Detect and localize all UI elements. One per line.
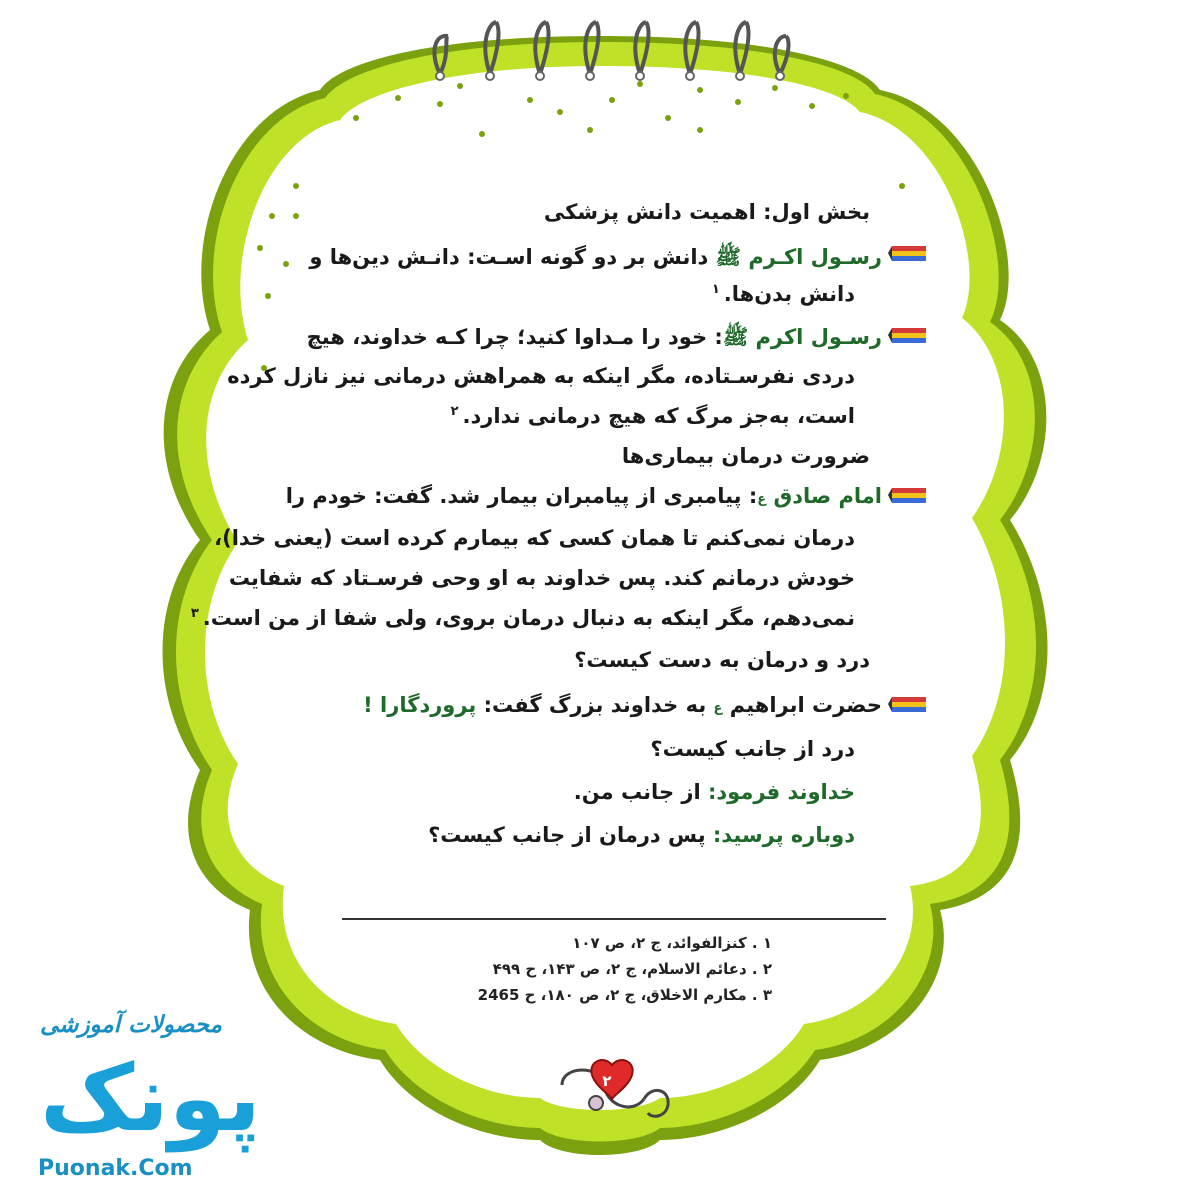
paragraph-3-line-1 <box>286 484 882 508</box>
footnote-ref-1: ۱ <box>711 282 720 297</box>
speaker-rasul-1: رسـول اکـرم <box>748 245 882 269</box>
paragraph-1-line-1 <box>309 244 882 275</box>
paragraph-3-line-4 <box>191 606 855 630</box>
footnote-ref-2: ۲ <box>450 404 459 419</box>
speaker-rasul-2: رسـول اکرم <box>755 325 882 349</box>
paragraph-3-text-2: درمان نمی‌کنم تا همان کسی که بیمارم کرده است (یعنی خدا)، <box>214 526 855 550</box>
paragraph-3-text-3: خودش درمانم کند. پس خداوند به او وحی فرسـتاد که شفایت <box>228 566 855 590</box>
paragraph-2-text-2: دردی نفرسـتاده، مگر اینکه به همراهش درمانی نیز نازل کرده <box>227 364 855 388</box>
footnote-2: ۲ . دعائم الاسلام، ج ۲، ص ۱۴۳، ح ۴۹۹ <box>492 960 772 978</box>
paragraph-4-lord: پروردگارا ! <box>363 693 477 717</box>
footnote-3: ۳ . مکارم الاخلاق، ج ۲، ص ۱۸۰، ح 2465 <box>477 986 772 1004</box>
pencil-icon <box>888 325 930 347</box>
paragraph-2-line-3 <box>451 404 855 428</box>
footnote-divider <box>342 918 886 920</box>
paragraph-3-text-4: نمی‌دهم، مگر اینکه به دنبال درمان بروی، ولی شفا از من است. <box>202 606 855 630</box>
speaker-ibrahim: حضرت ابراهیم <box>729 693 882 717</box>
paragraph-2-line-2 <box>227 364 855 388</box>
honorific-2: ﷺ <box>722 325 749 349</box>
footnote-1: ۱ . کنزالفوائد، ج ۲، ص ۱۰۷ <box>572 934 772 952</box>
paragraph-3-text-1: : پیامبری از پیامبران بیمار شد. گفت: خودم را <box>285 484 758 508</box>
q2-text: پس درمان از جانب کیست؟ <box>428 823 706 847</box>
answer-text: از جانب من. <box>573 780 701 804</box>
paragraph-4-line-1 <box>363 693 882 717</box>
paragraph-1-text-2: دانش بدن‌ها. <box>723 282 855 306</box>
logo-tagline: محصولات آموزشی <box>40 1012 222 1038</box>
paragraph-4-answer <box>574 780 855 804</box>
stethoscope-heart-icon <box>552 1055 682 1125</box>
paragraph-1-text-1: دانش بر دو گونه اسـت: دانـش دین‌ها و <box>309 245 709 269</box>
pencil-icon <box>888 485 930 507</box>
paragraph-2-line-1 <box>307 324 882 355</box>
subheading-necessity: ضرورت درمان بیماری‌ها <box>621 444 870 468</box>
q2-speaker: دوباره پرسید: <box>712 823 855 847</box>
paragraph-2-text-3: است، به‌جز مرگ که هیچ درمانی ندارد. <box>462 404 855 428</box>
paragraph-4-q1: درد از جانب کیست؟ <box>650 737 855 761</box>
honorific-4: ع <box>713 701 723 716</box>
honorific-3: ع <box>757 492 767 507</box>
paragraph-3-line-3 <box>229 566 855 590</box>
paragraph-4-q2 <box>428 823 855 847</box>
pencil-icon <box>888 243 930 265</box>
paragraph-3-line-2 <box>214 526 855 550</box>
paragraph-2-text-1: : خود را مـداوا کنید؛ چرا کـه خداوند، هیچ <box>306 325 723 349</box>
logo-url[interactable]: Puonak.Com <box>38 1156 193 1181</box>
logo-name: پونک <box>40 1045 261 1152</box>
pencil-icon <box>888 694 930 716</box>
speaker-imam-sadiq: امام صادق <box>773 484 882 508</box>
page-number: ۲ <box>602 1072 612 1090</box>
footnote-ref-3: ۳ <box>190 606 199 621</box>
section-title: بخش اول: اهمیت دانش پزشکی <box>543 200 870 224</box>
honorific-1: ﷺ <box>715 245 742 269</box>
answer-speaker: خداوند فرمود: <box>708 780 855 804</box>
paragraph-4-intro: به خداوند بزرگ گفت: <box>483 693 707 717</box>
paragraph-1-line-2 <box>712 282 855 306</box>
subheading-who-heals: درد و درمان به دست کیست؟ <box>574 648 870 672</box>
